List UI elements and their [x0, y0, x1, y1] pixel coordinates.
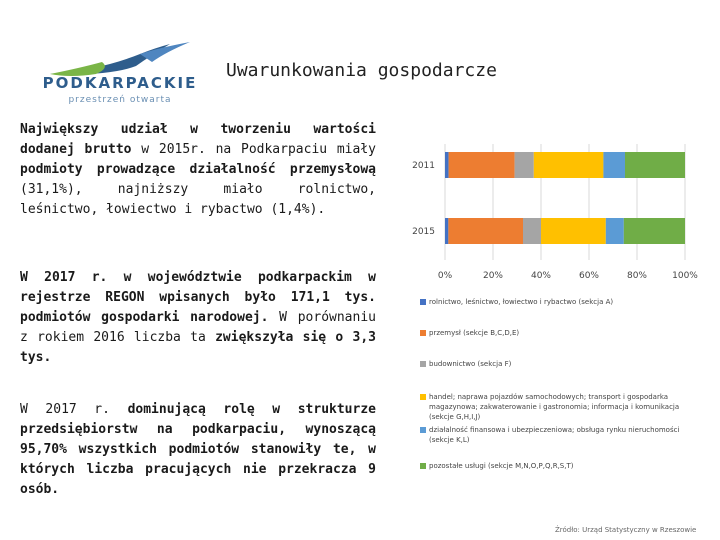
bar-segment: [624, 218, 685, 244]
legend-swatch: [420, 361, 426, 367]
legend-label: handel; naprawa pojazdów samochodowych; transport i gospodarka magazynowa; zakwaterowanie i gastronomia; informacja i komunikacja (sekcje G,H,I,J): [429, 393, 680, 421]
bar-segment: [449, 152, 515, 178]
bar-segment: [541, 218, 606, 244]
category-label: 2011: [412, 161, 435, 171]
source-note: Źródło: Urząd Statystyczny w Rzeszowie: [555, 526, 697, 534]
text-regular: W porównaniu z rokiem 2016 liczba ta: [20, 310, 376, 345]
legend-swatch: [420, 299, 426, 305]
legend-swatch: [420, 330, 426, 336]
legend-swatch: [420, 463, 426, 469]
bar-segment: [625, 152, 685, 178]
x-tick-label: 80%: [626, 271, 648, 281]
text-bold: Największy udział w tworzeniu wartości dodanej brutto: [20, 122, 376, 157]
paragraph-regon: [20, 268, 376, 368]
stacked-bar-chart: [400, 140, 710, 290]
text-bold: zwiększyła się o 3,3 tys.: [20, 330, 376, 365]
paragraph-enterprises: [20, 400, 376, 500]
text-regular: w 2015r. na Podkarpaciu miały: [131, 142, 376, 157]
legend-label: przemysł (sekcje B,C,D,E): [429, 329, 520, 337]
legend-label: rolnictwo, leśnictwo, łowiectwo i rybactwo (sekcja A): [429, 298, 614, 306]
bar-segment: [523, 218, 541, 244]
logo-wordmark: PODKARPACKIE: [42, 74, 198, 92]
text-bold: podmioty prowadzące działalność przemysłową: [20, 162, 376, 177]
text-regular: W 2017 r.: [20, 402, 128, 417]
paragraph-value-added: [20, 120, 376, 220]
bar-segment: [515, 152, 534, 178]
legend-label: budownictwo (sekcja F): [429, 360, 512, 368]
x-tick-label: 40%: [530, 271, 552, 281]
logo-tagline: przestrzeń otwarta: [68, 95, 172, 105]
legend-label: działalność finansowa i ubezpieczeniowa; obsługa rynku nieruchomości (sekcje K,L): [429, 426, 680, 444]
x-tick-label: 20%: [482, 271, 504, 281]
legend-swatch: [420, 427, 426, 433]
bar-segment: [534, 152, 604, 178]
x-tick-label: 60%: [578, 271, 600, 281]
category-label: 2015: [412, 227, 435, 237]
text-regular: (31,1%), najniższy miało rolnictwo, leśnictwo, łowiectwo i rybactwo (1,4%).: [20, 182, 376, 217]
legend-label: pozostałe usługi (sekcje M,N,O,P,Q,R,S,T): [429, 462, 574, 470]
legend-swatch: [420, 394, 426, 400]
bar-segment: [445, 218, 448, 244]
bar-segment: [445, 152, 449, 178]
text-bold: dominującą rolę w strukturze przedsiębiorstw na podkarpaciu, wynoszącą 95,70% wszystkich podmiotów stanowiły te, w których liczba pracujących nie przekracza 9 osób.: [20, 402, 376, 497]
text-bold: W 2017 r. w województwie podkarpackim w rejestrze REGON wpisanych było 171,1 tys. podmiotów gospodarki narodowej.: [20, 270, 376, 325]
podkarpackie-logo: [40, 40, 200, 110]
bar-segment: [448, 218, 523, 244]
x-tick-label: 0%: [437, 271, 453, 281]
bar-segment: [603, 152, 625, 178]
bar-segment: [606, 218, 624, 244]
x-tick-label: 100%: [672, 271, 698, 281]
slide-title: Uwarunkowania gospodarcze: [226, 60, 497, 81]
